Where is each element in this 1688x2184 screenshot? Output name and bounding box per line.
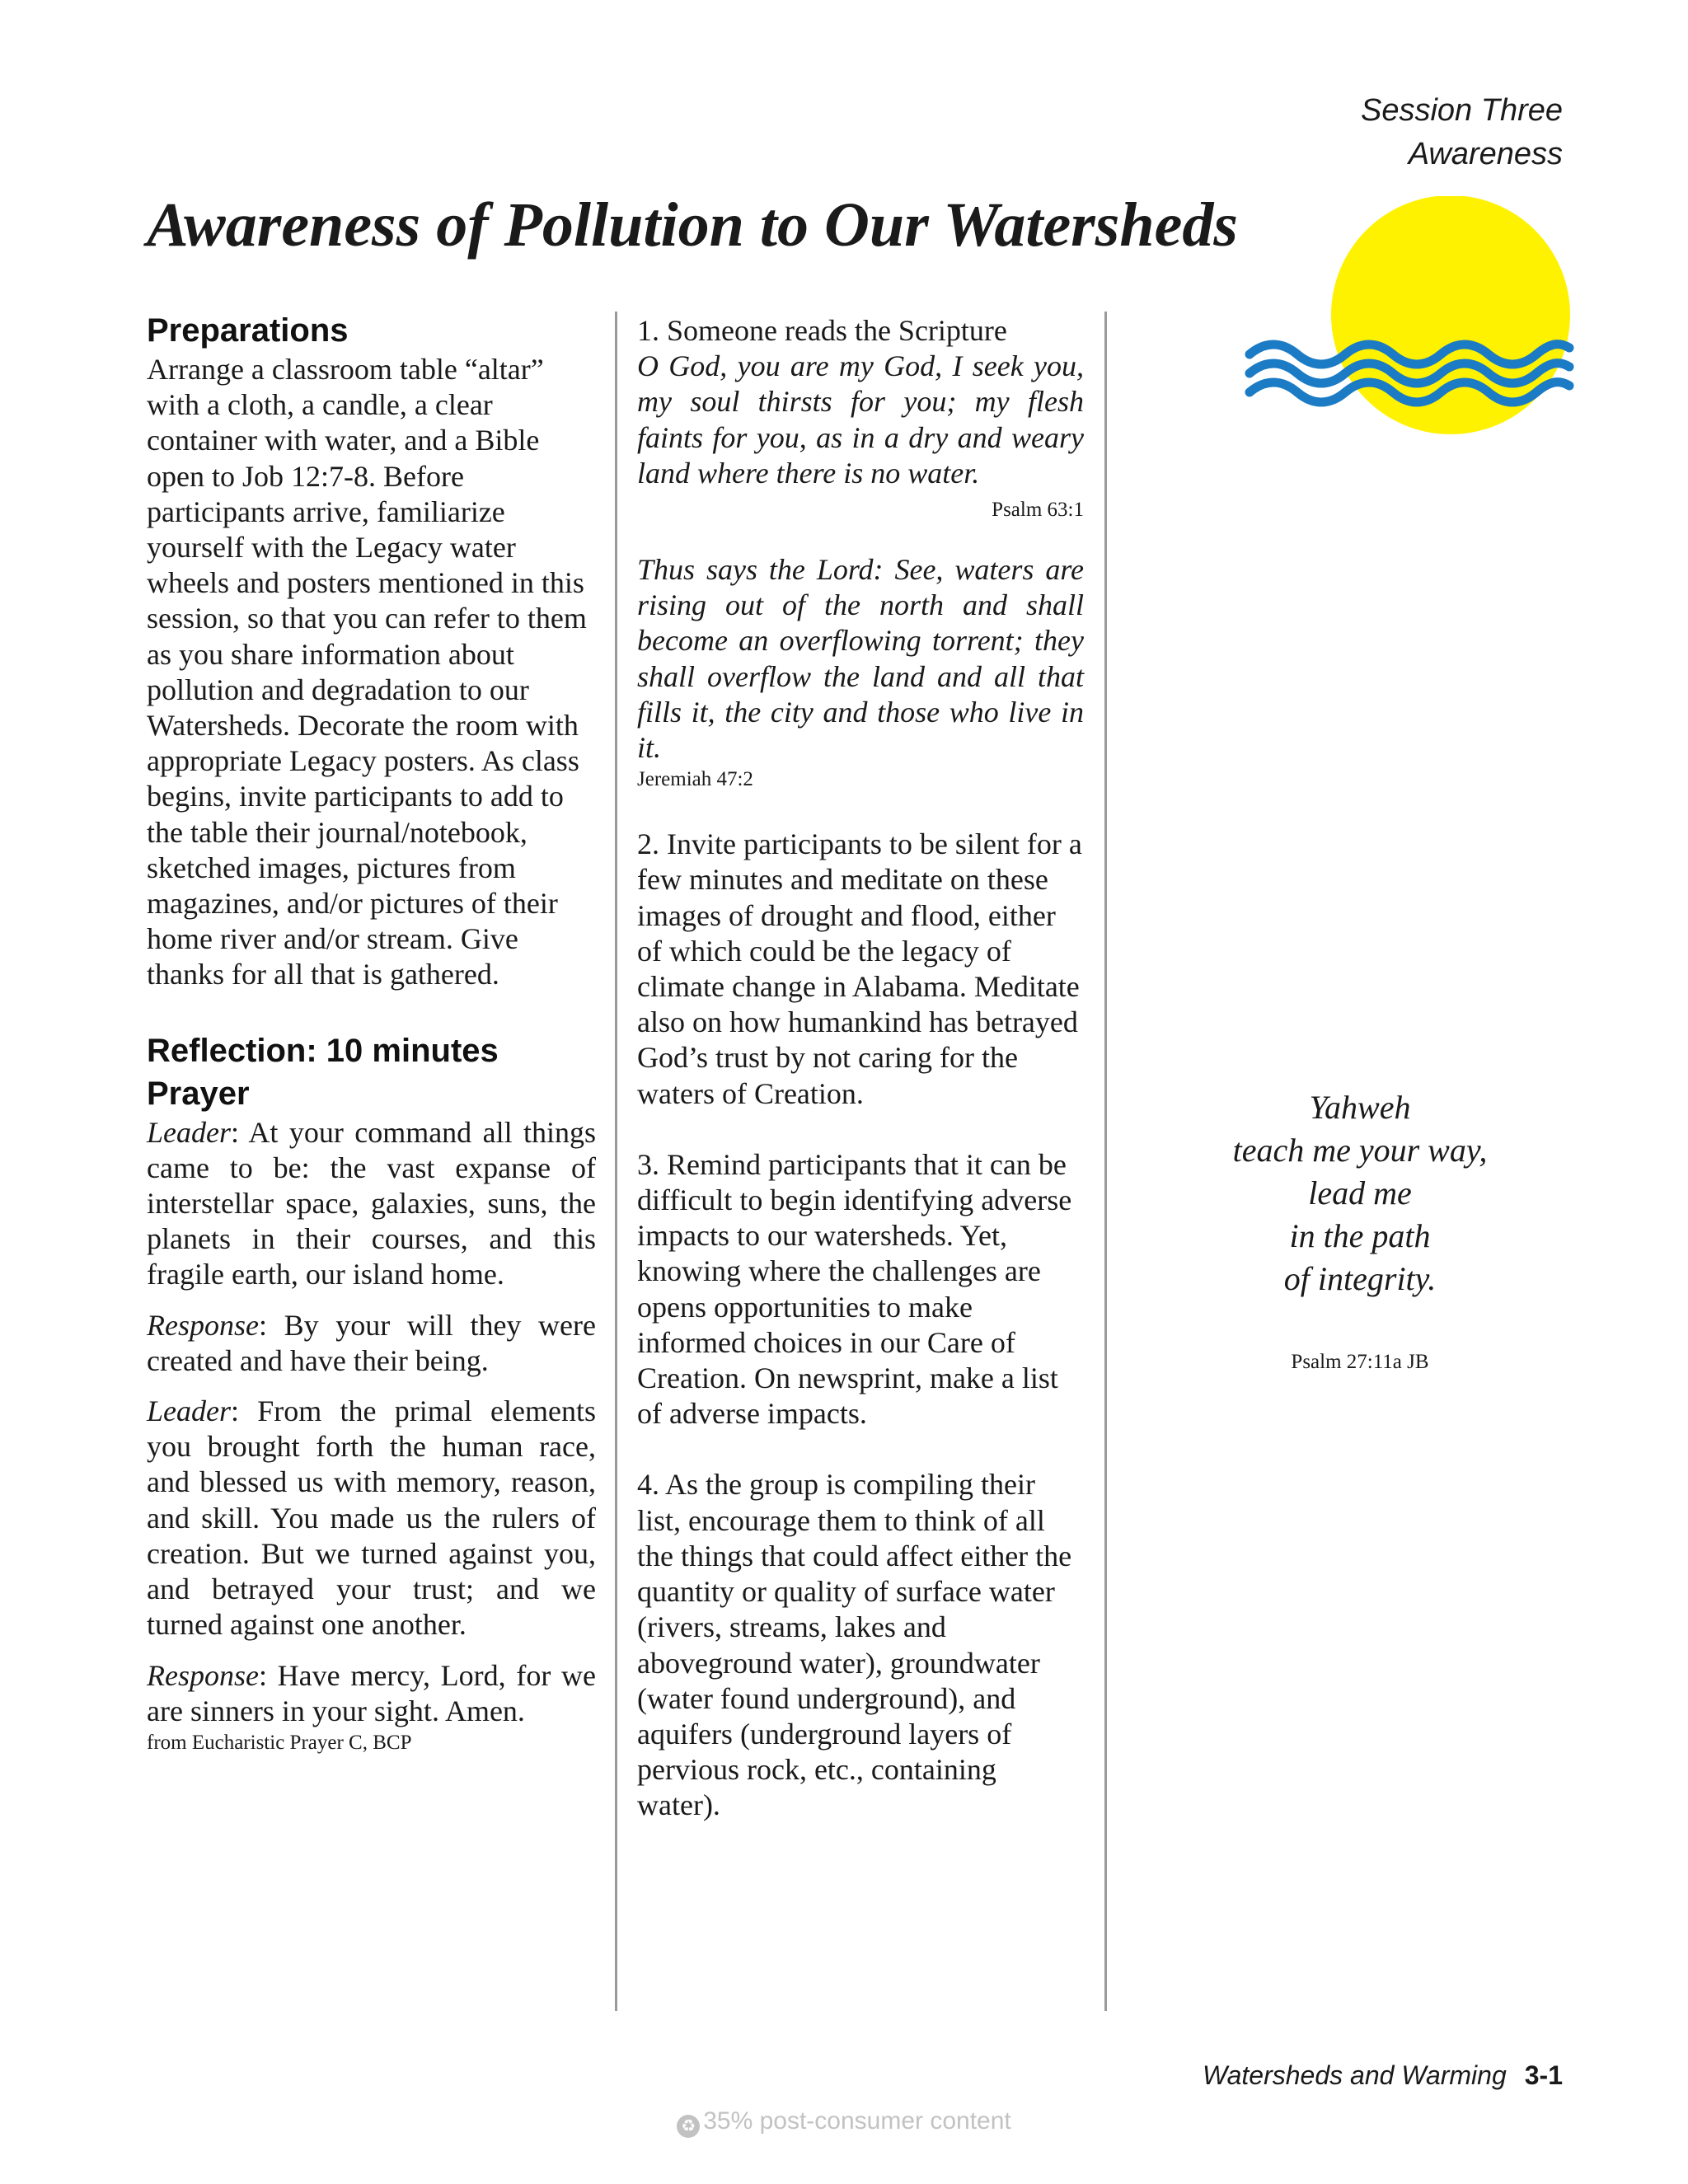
citation-psalm: Psalm 63:1 bbox=[992, 499, 1084, 522]
page-title: Awareness of Pollution to Our Watersheds bbox=[147, 190, 1238, 260]
sun-waves-icon bbox=[1245, 196, 1574, 443]
prayer-line: : By your will they were created and have their being. bbox=[147, 1308, 596, 1377]
reflection-heading: Reflection: 10 minutes bbox=[147, 1032, 499, 1069]
session-number: Session Three bbox=[1360, 93, 1563, 128]
citation-jeremiah: Jeremiah 47:2 bbox=[637, 768, 753, 791]
prayer-response-1 bbox=[147, 1308, 596, 1379]
page-number: 3-1 bbox=[1524, 2060, 1563, 2090]
motto-line: lead me bbox=[1308, 1174, 1412, 1212]
column-divider-left bbox=[615, 312, 617, 2011]
motto-line: of integrity. bbox=[1283, 1260, 1437, 1297]
prayer-line: : At your command all things came to be: the vast expanse of interstellar space, galaxies, suns, the planets in their courses, and this fragile earth, our island home. bbox=[147, 1115, 596, 1291]
scripture-psalm: O God, you are my God, I seek you, my soul thirsts for you; my flesh faints for you, as in a dry and weary land where there is no water. bbox=[637, 349, 1084, 490]
prayer-role: Leader bbox=[147, 1394, 231, 1428]
prayer-line: : Have mercy, Lord, for we are sinners in your sight. Amen. bbox=[147, 1658, 596, 1727]
prayer-leader-2 bbox=[147, 1394, 596, 1643]
motto-line: Yahweh bbox=[1309, 1089, 1411, 1126]
motto-line: teach me your way, bbox=[1232, 1132, 1488, 1169]
prayer-role: Leader bbox=[147, 1115, 231, 1149]
step-3: 3. Remind participants that it can be difficult to begin identifying adverse impacts to our watersheds. Yet, knowing where the challenges are opens opportunities to make informed choices in our Care of Creation. On newsprint, make a list of adverse impacts. bbox=[637, 1147, 1072, 1431]
preparations-reflection-column bbox=[147, 309, 596, 1757]
prayer-line: : From the primal elements you brought forth the human race, and blessed us with memory, reason, and skill. You made us the rulers of creation. But we turned against you, and betrayed your trust; and we turned against one another. bbox=[147, 1394, 596, 1642]
prayer-heading: Prayer bbox=[147, 1075, 250, 1112]
recycle-icon: ♻ bbox=[677, 2115, 700, 2138]
prayer-leader-1 bbox=[147, 1115, 596, 1293]
recycled-note-text: 35% post-consumer content bbox=[703, 2107, 1011, 2135]
prayer-response-2 bbox=[147, 1658, 596, 1729]
prayer-source: from Eucharistic Prayer C, BCP bbox=[147, 1731, 412, 1754]
motto-column bbox=[1187, 1086, 1533, 1376]
session-header bbox=[1361, 89, 1563, 176]
step-4: 4. As the group is compiling their list, encourage them to think of all the things that could affect either the quantity or quality of surface water (rivers, streams, lakes and aboveground water), groundwater (water found underground), and aquifers (underground layers of pervious rock, etc., containing water). bbox=[637, 1468, 1072, 1822]
motto-line: in the path bbox=[1289, 1217, 1431, 1254]
session-theme: Awareness bbox=[1408, 137, 1563, 171]
scripture-jeremiah: Thus says the Lord: See, waters are rising out of the north and shall become an overflowing torrent; they shall overflow the land and all that fills it, the city and those who live in it. bbox=[637, 553, 1084, 765]
preparations-heading: Preparations bbox=[147, 312, 349, 349]
prayer-role: Response bbox=[147, 1658, 259, 1692]
motto-citation: Psalm 27:11a JB bbox=[1291, 1351, 1429, 1373]
step-1: 1. Someone reads the Scripture bbox=[637, 314, 1007, 347]
recycled-note bbox=[0, 2107, 1688, 2138]
footer-title: Watersheds and Warming bbox=[1202, 2060, 1507, 2090]
preparations-text: Arrange a classroom table “altar” with a cloth, a candle, a clear container with water, and a Bible open to Job 12:7-8. Before participants arrive, familiarize yourself with the Legacy water wheels and posters mentioned in this session, so that you can refer to them as you share information about pollution and degradation to our Watersheds. Decorate the room with appropriate Legacy posters. As class begins, invite participants to add to the table their journal/notebook, sketched images, pictures from magazines, and/or pictures of their home river and/or stream. Give thanks for all that is gathered. bbox=[147, 353, 587, 991]
prayer-role: Response bbox=[147, 1308, 259, 1342]
steps-column bbox=[637, 313, 1084, 1824]
step-2: 2. Invite participants to be silent for a few minutes and meditate on these images of drought and flood, either of which could be the legacy of climate change in Alabama. Meditate also on how humankind has betrayed God’s trust by not caring for the waters of Creation. bbox=[637, 827, 1082, 1110]
page-footer bbox=[1203, 2059, 1563, 2092]
column-divider-right bbox=[1104, 312, 1107, 2011]
